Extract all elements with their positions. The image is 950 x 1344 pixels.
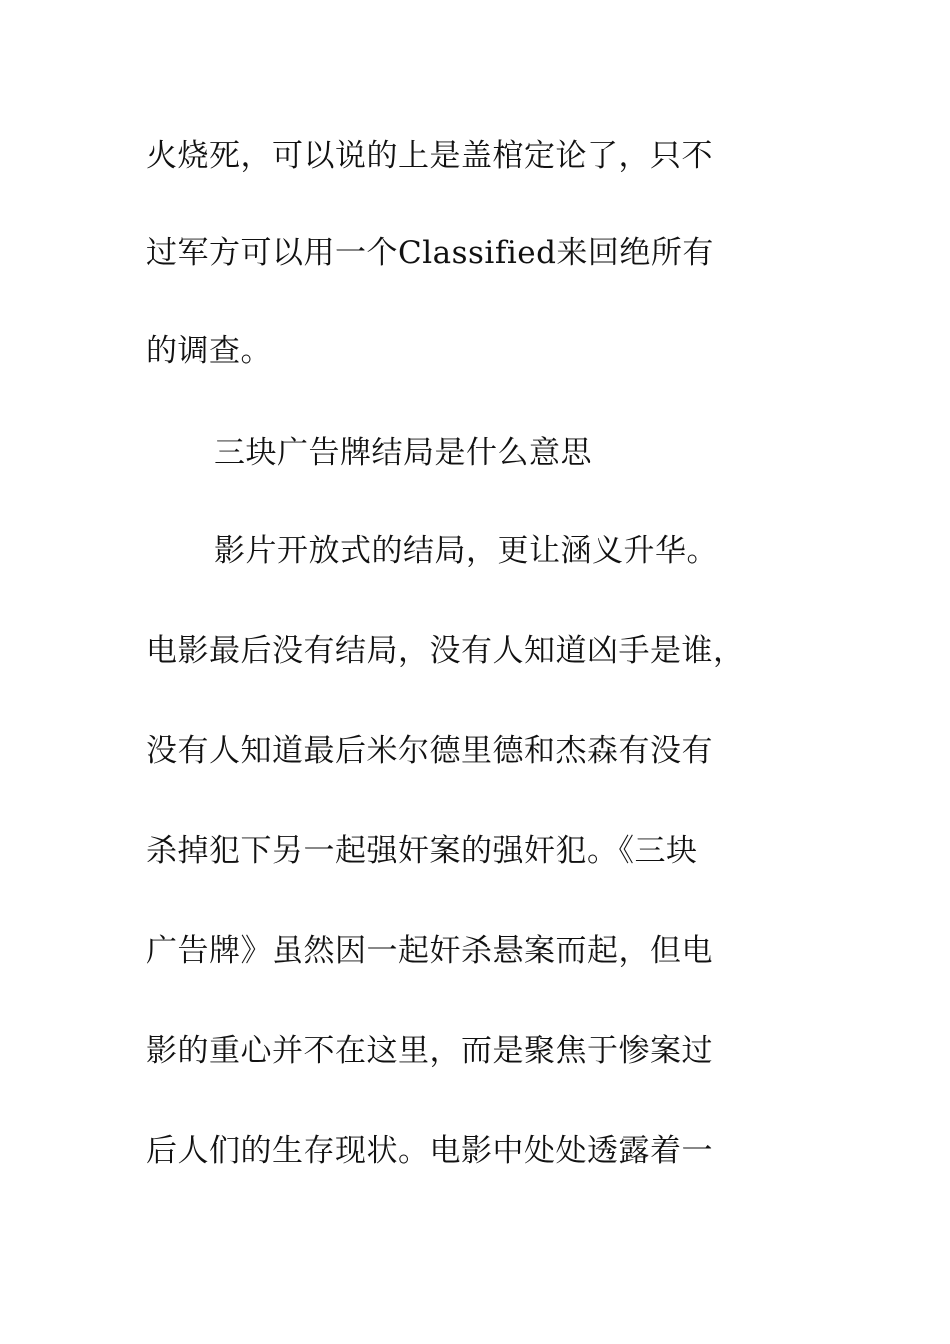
body-text-line: 杀掉犯下另一起强奸案的强奸犯。《三块 [146, 833, 698, 869]
body-text-line: 火烧死，可以说的上是盖棺定论了，只不 [146, 138, 713, 174]
body-text-line: 影的重心并不在这里，而是聚焦于惨案过 [146, 1033, 713, 1069]
section-heading: 三块广告牌结局是什么意思 [214, 435, 592, 471]
body-text-line: 电影最后没有结局，没有人知道凶手是谁， [146, 633, 745, 669]
body-text-line: 影片开放式的结局，更让涵义升华。 [214, 533, 718, 569]
body-text-line: 广告牌》虽然因一起奸杀悬案而起，但电 [146, 933, 713, 969]
body-text-line: 过军方可以用一个Classified来回绝所有 [146, 235, 714, 271]
body-text-line: 的调查。 [146, 333, 272, 369]
body-text-line: 后人们的生存现状。电影中处处透露着一 [146, 1133, 713, 1169]
body-text-line: 没有人知道最后米尔德里德和杰森有没有 [146, 733, 713, 769]
